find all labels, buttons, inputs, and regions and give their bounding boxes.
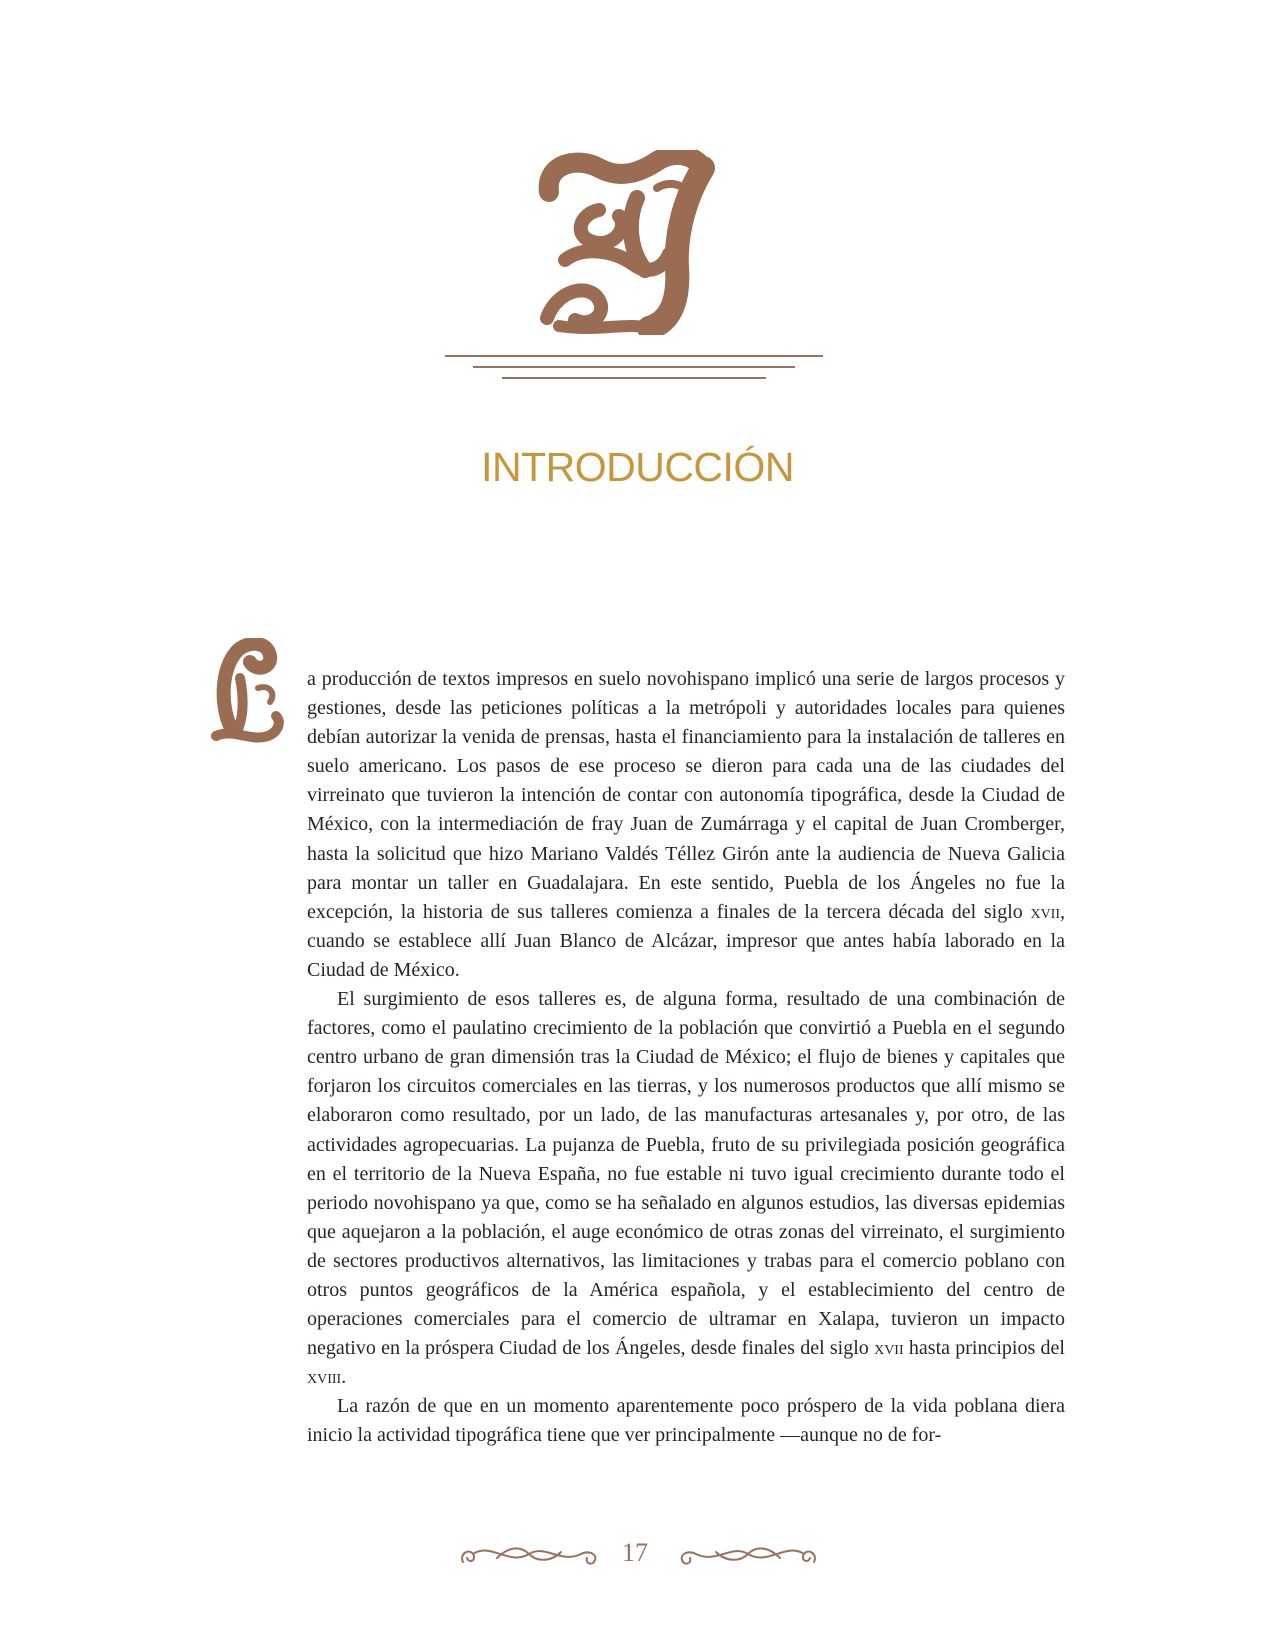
- body-text: [307, 665, 1065, 1451]
- divider-rule-middle: [473, 366, 795, 368]
- divider-rule-bottom: [502, 377, 766, 379]
- scroll-flourish-left-icon: [457, 1540, 607, 1570]
- century-numeral: xviii: [307, 1366, 342, 1389]
- paragraph-1: [307, 665, 1065, 985]
- century-numeral: xvii: [874, 1337, 904, 1360]
- page-number: 17: [622, 1538, 648, 1567]
- paragraph-2-start: El surgimiento de esos talleres es, de alguna forma, resultado de una combinación de factores, como el paulatino crecimiento de la población que convirtió a Puebla en el segundo centro urbano de gran dimensión tras la Ciudad de México; el flujo de bienes y capitales que forjaron los circuitos comerciales en las tierras, y los numerosos productos que allí mismo se elaboraron como resultado, por un lado, de las manufacturas artesanales y, por otro, de las actividades agropecuarias. La pujanza de Puebla, fruto de su privilegiada posición geográfica en el territorio de la Nueva España, no fue estable ni tuvo igual crecimiento durante todo el periodo novohispano ya que, como se ha señalado en algunos estudios, las diversas epidemias que aquejaron a la población, el auge económico de otras zonas del virreinato, el surgimiento de sectores productivos alternativos, las limitaciones y trabas para el comercio poblano con otros puntos geográficos de la América española, y el establecimiento del centro de operaciones comerciales para el comercio de ultramar en Xalapa, tuvieron un impacto negativo en la próspera Ciudad de los Ángeles, desde finales del siglo: [307, 988, 1065, 1360]
- paragraph-1-start: a producción de textos impresos en suelo novohispano implicó una serie de largos procesos y gestiones, desde las peticiones políticas a la metrópoli y autoridades locales para quienes debían autorizar la venida de prensas, hasta el financiamiento para la instalación de talleres en suelo americano. Los pasos de ese proceso se dieron para cada una de las ciudades del virreinato que tuvieron la intención de contar con autonomía tipográfica, desde la Ciudad de México, con la intermediación de fray Juan de Zumárraga y el capital de Juan Cromberger, hasta la solicitud que hizo Mariano Valdés Téllez Girón ante la audiencia de Nueva Galicia para montar un taller en Guadalajara. En este sentido, Puebla de los Ángeles no fue la excepción, la historia de sus talleres comienza a finales de la tercera década del siglo: [307, 668, 1065, 923]
- scroll-flourish-right-icon: [670, 1540, 820, 1570]
- paragraph-1-end: , cuando se establece allí Juan Blanco de Alcázar, impresor que antes había laborado en la Ciudad de México.: [307, 900, 1065, 981]
- paragraph-2-mid: hasta principios del: [903, 1337, 1065, 1360]
- blackletter-initial-ornament-icon: [537, 150, 737, 335]
- paragraph-2: [307, 985, 1065, 1392]
- paragraph-2-end: .: [341, 1366, 347, 1389]
- page-title: INTRODUCCIÓN: [481, 444, 794, 490]
- paragraph-3: La razón de que en un momento aparentemente poco próspero de la vida poblana diera inicio la actividad tipográfica tiene que ver principalmente —aunque no de for-: [307, 1395, 1065, 1447]
- blackletter-L-dropcap-icon: [210, 638, 288, 746]
- century-numeral: xvii: [1030, 900, 1060, 923]
- divider-rule-top: [445, 355, 823, 357]
